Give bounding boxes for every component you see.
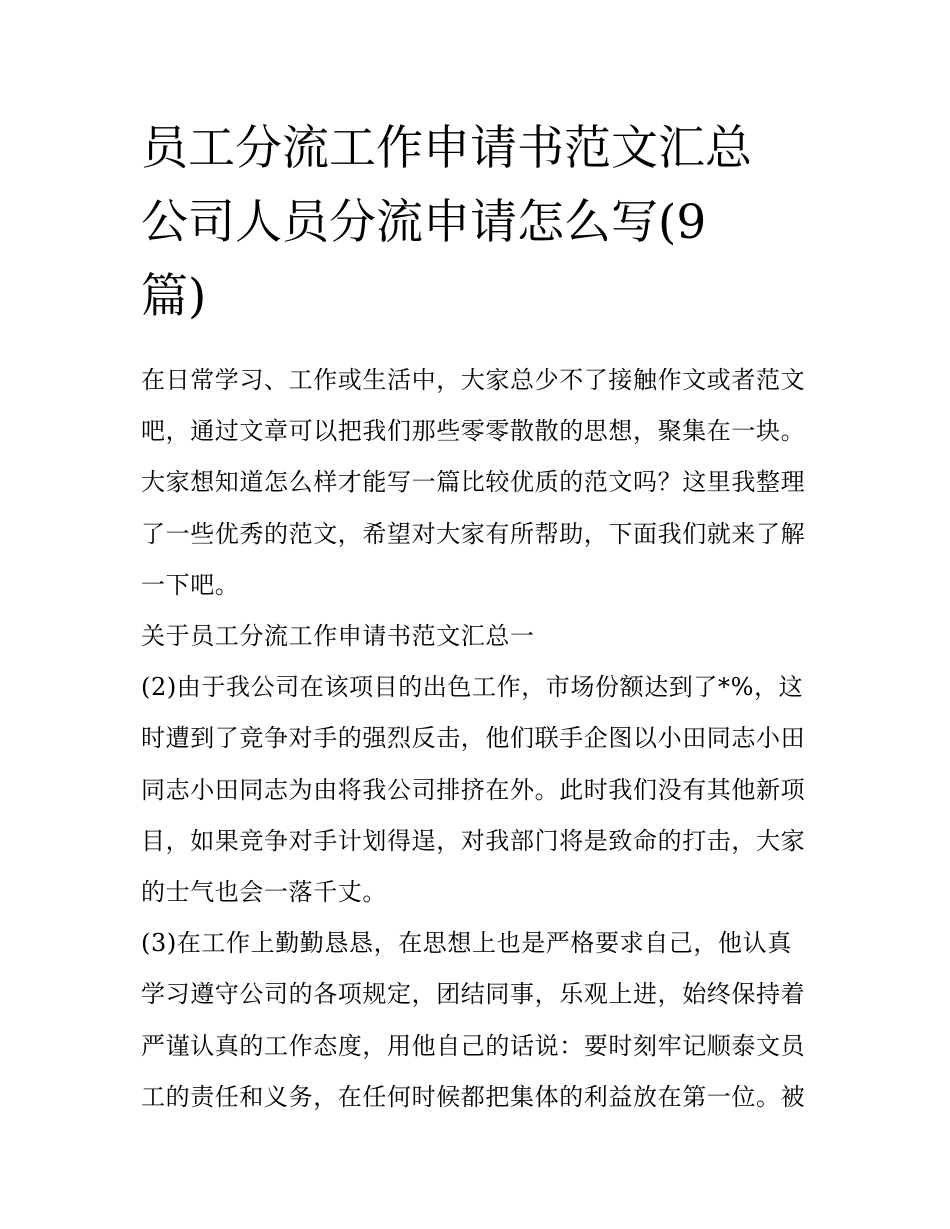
- title-line: 公司人员分流申请怎么写(9: [141, 195, 707, 250]
- body-line: 在日常学习、工作或生活中，大家总少不了接触作文或者范文: [141, 366, 806, 394]
- title-line: 员工分流工作申请书范文汇总: [141, 121, 752, 176]
- body-line: 吧，通过文章可以把我们那些零零散散的思想，聚集在一块。: [141, 417, 806, 446]
- body-line: 的士气也会一落千丈。: [141, 878, 387, 907]
- body-line: 严谨认真的工作态度，用他自己的话说：要时刻牢记顺泰文员: [141, 1031, 806, 1060]
- document-body: [141, 355, 821, 1123]
- body-line: 学习遵守公司的各项规定，团结同事，乐观上进，始终保持着: [141, 980, 806, 1009]
- body-line: (2)由于我公司在该项目的出色工作，市场份额达到了*%，这: [141, 673, 804, 702]
- body-line: (3)在工作上勤勤恳恳，在思想上也是严格要求自己，他认真: [141, 929, 792, 958]
- title-line: 篇): [141, 269, 207, 324]
- document-title: [141, 112, 821, 334]
- body-line: 同志小田同志为由将我公司排挤在外。此时我们没有其他新项: [141, 775, 806, 804]
- section-heading: 关于员工分流工作申请书范文汇总一: [141, 622, 535, 651]
- body-line: 一下吧。: [141, 570, 240, 599]
- body-line: 了一些优秀的范文，希望对大家有所帮助，下面我们就来了解: [141, 519, 806, 548]
- body-line: 时遭到了竞争对手的强烈反击，他们联手企图以小田同志小田: [141, 724, 806, 753]
- body-line: 工的责任和义务，在任何时候都把集体的利益放在第一位。被: [141, 1082, 806, 1111]
- body-line: 大家想知道怎么样才能写一篇比较优质的范文吗？这里我整理: [141, 468, 806, 497]
- body-line: 目，如果竞争对手计划得逞，对我部门将是致命的打击，大家: [141, 826, 806, 855]
